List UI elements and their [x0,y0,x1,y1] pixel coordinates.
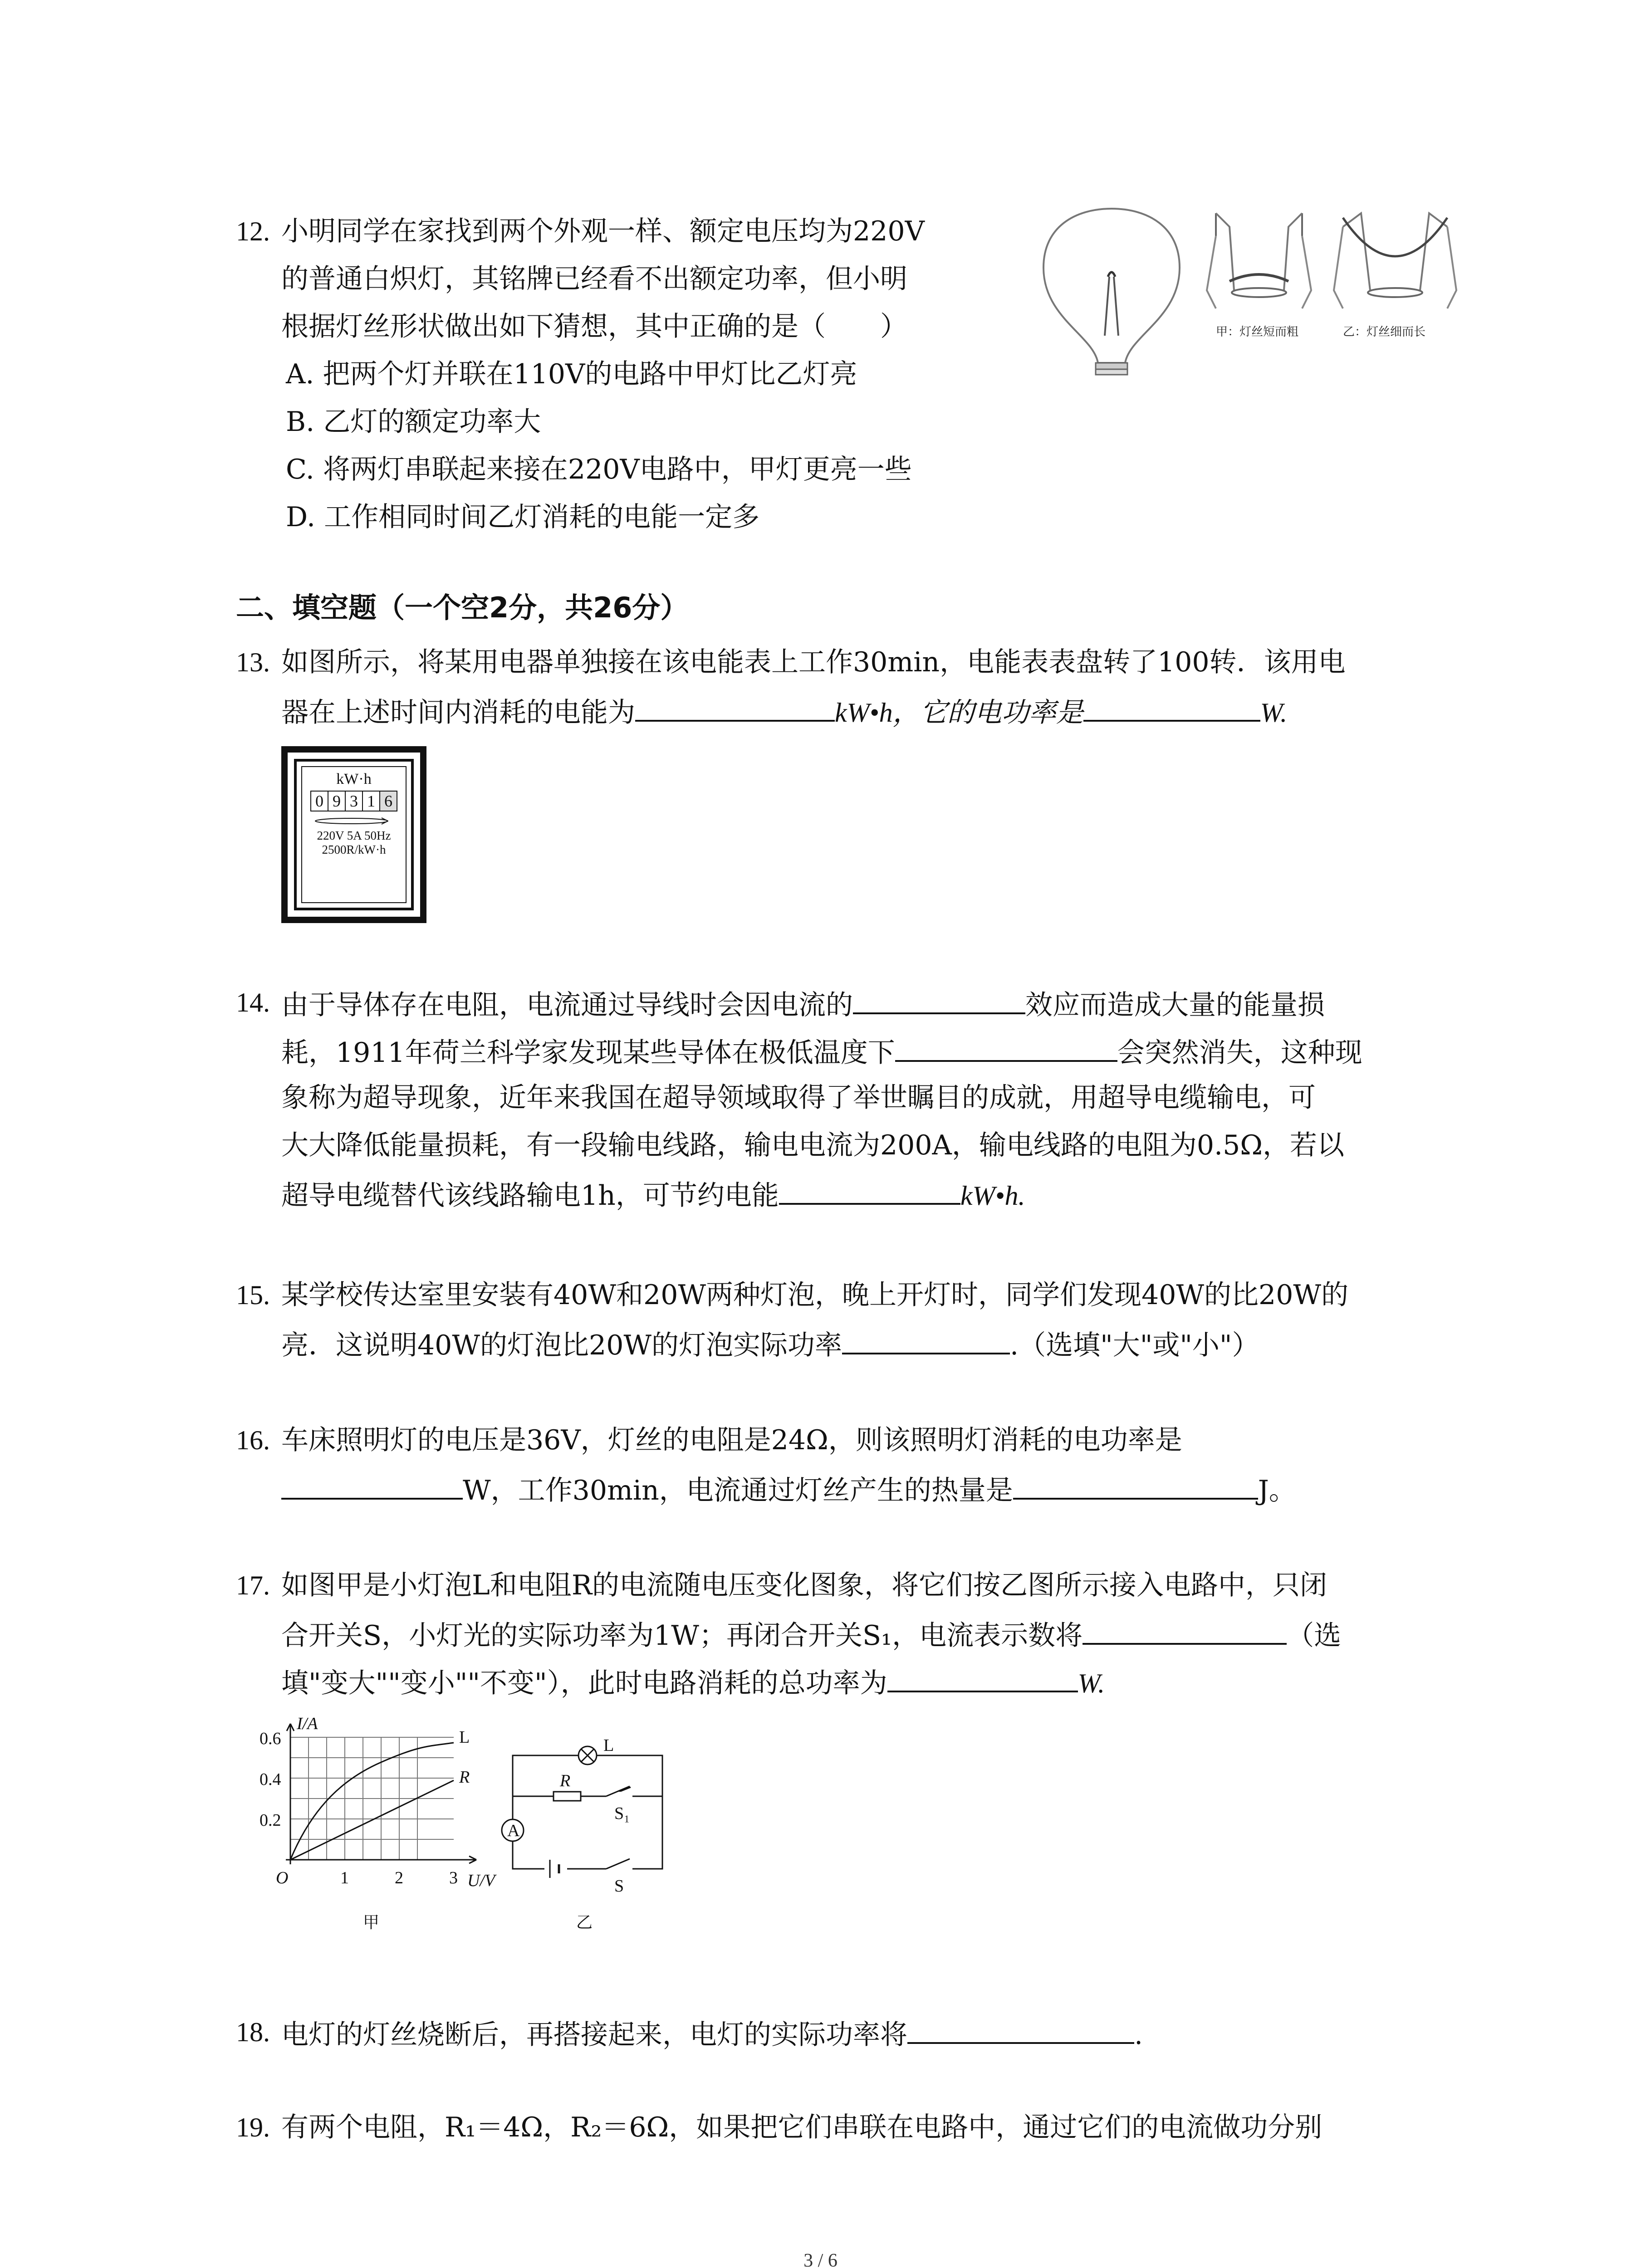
q18-line1: 电灯的灯丝烧断后，再搭接起来，电灯的实际功率将 . [281,2014,1143,2053]
q12-bulb-figure [1025,200,1479,381]
q14-blank-2[interactable] [895,1032,1117,1062]
circuit-switch-label: S [614,1877,624,1896]
xtick: 2 [395,1868,403,1887]
meter-digits [310,791,397,811]
section-title: 二、填空题（一个空2分，共26分） [236,591,689,624]
graph-xlabel: U/V [467,1871,495,1890]
caption-jia: 甲：灯丝短而粗 [1216,325,1299,339]
q12-line1: 小明同学在家找到两个外观一样、额定电压均为220V [281,215,925,247]
q14-blank-1[interactable] [853,984,1025,1014]
circuit-caption: 乙 [576,1913,593,1932]
q14-line5: 超导电缆替代该线路输电1h，可节约电能 kW•h. [281,1175,1025,1214]
q13-blank-2[interactable] [1083,692,1260,722]
label-r: R [459,1768,470,1787]
q17-line3: 填"变大""变小""不变"），此时电路消耗的总功率为 W. [281,1662,1105,1701]
q14-line1: 由于导体存在电阻，电流通过导线时会因电流的 效应而造成大量的能量损 [281,984,1325,1023]
q17-blank-2[interactable] [887,1662,1078,1692]
q12-option-c: C. 将两灯串联起来接在220V电路中，甲灯更亮一些 [286,454,912,485]
q16-number: 16. [236,1425,270,1455]
graph-ylabel: I/A [297,1715,318,1733]
q17-line1: 如图甲是小灯泡L和电阻R的电流随电压变化图象，将它们按乙图所示接入电路中，只闭 [281,1569,1327,1601]
meter-spec: 220V 5A 50Hz [317,829,391,842]
ammeter-label: A [507,1821,520,1840]
meter-digit: 0 [311,792,328,811]
q19-line1: 有两个电阻，R₁＝4Ω，R₂＝6Ω，如果把它们串联在电路中，通过它们的电流做功分别 [281,2112,1323,2143]
caption-yi: 乙：灯丝细而长 [1343,325,1426,339]
meter-digit: 9 [328,792,346,811]
circuit-resistor-label: R [560,1771,571,1790]
circuit-switch1-label: S₁ [614,1804,630,1823]
q14-line3: 象称为超导现象，近年来我国在超导领域取得了举世瞩目的成就，用超导电缆输电，可 [281,1082,1316,1114]
meter-rate: 2500R/kW·h [322,843,386,856]
q14-blank-3[interactable] [779,1175,960,1205]
meter-digit: 3 [346,792,363,811]
q12-line3: 根据灯丝形状做出如下猜想，其中正确的是（ ） [281,311,907,342]
q15-line1: 某学校传达室里安装有40W和20W两种灯泡，晚上开灯时，同学们发现40W的比20W的 [281,1279,1349,1311]
energy-meter [281,746,426,923]
q13-line2: 器在上述时间内消耗的电能为 kW•h，它的电功率是 W. [281,692,1287,731]
q12-option-b: B. 乙灯的额定功率大 [286,406,541,438]
q14-number: 14. [236,987,270,1017]
q14-line2: 耗，1911年荷兰科学家发现某些导体在极低温度下 会突然消失，这种现 [281,1032,1362,1071]
q12-number: 12. [236,216,270,246]
q13-blank-1[interactable] [635,692,835,722]
page-number: 3 / 6 [803,2250,838,2268]
q12-option-d: D. 工作相同时间乙灯消耗的电能一定多 [286,501,760,533]
q17-iu-graph [254,1715,508,1941]
q16-blank-2[interactable] [1013,1470,1258,1500]
q17-blank-1[interactable] [1083,1615,1287,1645]
q14-line4: 大大降低能量损耗，有一段输电线路，输电电流为200A，输电线路的电阻为0.5Ω，若以 [281,1129,1345,1161]
ytick: 0.6 [260,1729,281,1748]
q16-line1: 车床照明灯的电压是36V，灯丝的电阻是24Ω，则该照明灯消耗的电功率是 [281,1424,1182,1456]
q18-number: 18. [236,2017,270,2047]
q15-blank[interactable] [842,1325,1010,1354]
label-l: L [459,1728,470,1747]
q16-blank-1[interactable] [281,1470,463,1500]
line-r [290,1780,454,1860]
q12-line2: 的普通白炽灯，其铭牌已经看不出额定功率，但小明 [281,263,907,295]
q18-blank[interactable] [907,2014,1134,2044]
q19-number: 19. [236,2112,270,2142]
q13-line1: 如图所示，将某用电器单独接在该电能表上工作30min，电能表表盘转了100转．该用电 [281,646,1346,678]
graph-origin: O [276,1868,289,1887]
meter-unit: kW·h [336,771,372,787]
jia-filament-sketch [1207,213,1311,308]
q15-number: 15. [236,1280,270,1310]
q13-number: 13. [236,647,270,677]
graph-caption: 甲 [363,1913,380,1932]
q12-option-a: A. 把两个灯并联在110V的电路中甲灯比乙灯亮 [286,358,857,390]
q17-circuit [499,1733,690,1941]
q17-line2: 合开关S，小灯光的实际功率为1W；再闭合开关S₁，电流表示数将 （选 [281,1615,1341,1654]
curve-l [290,1743,454,1860]
meter-digit: 1 [363,792,380,811]
ytick: 0.2 [260,1811,281,1830]
q17-number: 17. [236,1570,270,1600]
xtick: 3 [449,1868,458,1887]
circuit-lamp-label: L [603,1736,614,1755]
ytick: 0.4 [260,1770,281,1789]
meter-arrow-icon [309,814,399,828]
q16-line2: W，工作30min，电流通过灯丝产生的热量是 J。 [281,1470,1296,1509]
q15-line2: 亮．这说明40W的灯泡比20W的灯泡实际功率 .（选填"大"或"小"） [281,1325,1259,1364]
meter-digit: 6 [380,792,397,811]
yi-filament-sketch [1334,213,1456,308]
xtick: 1 [340,1868,349,1887]
